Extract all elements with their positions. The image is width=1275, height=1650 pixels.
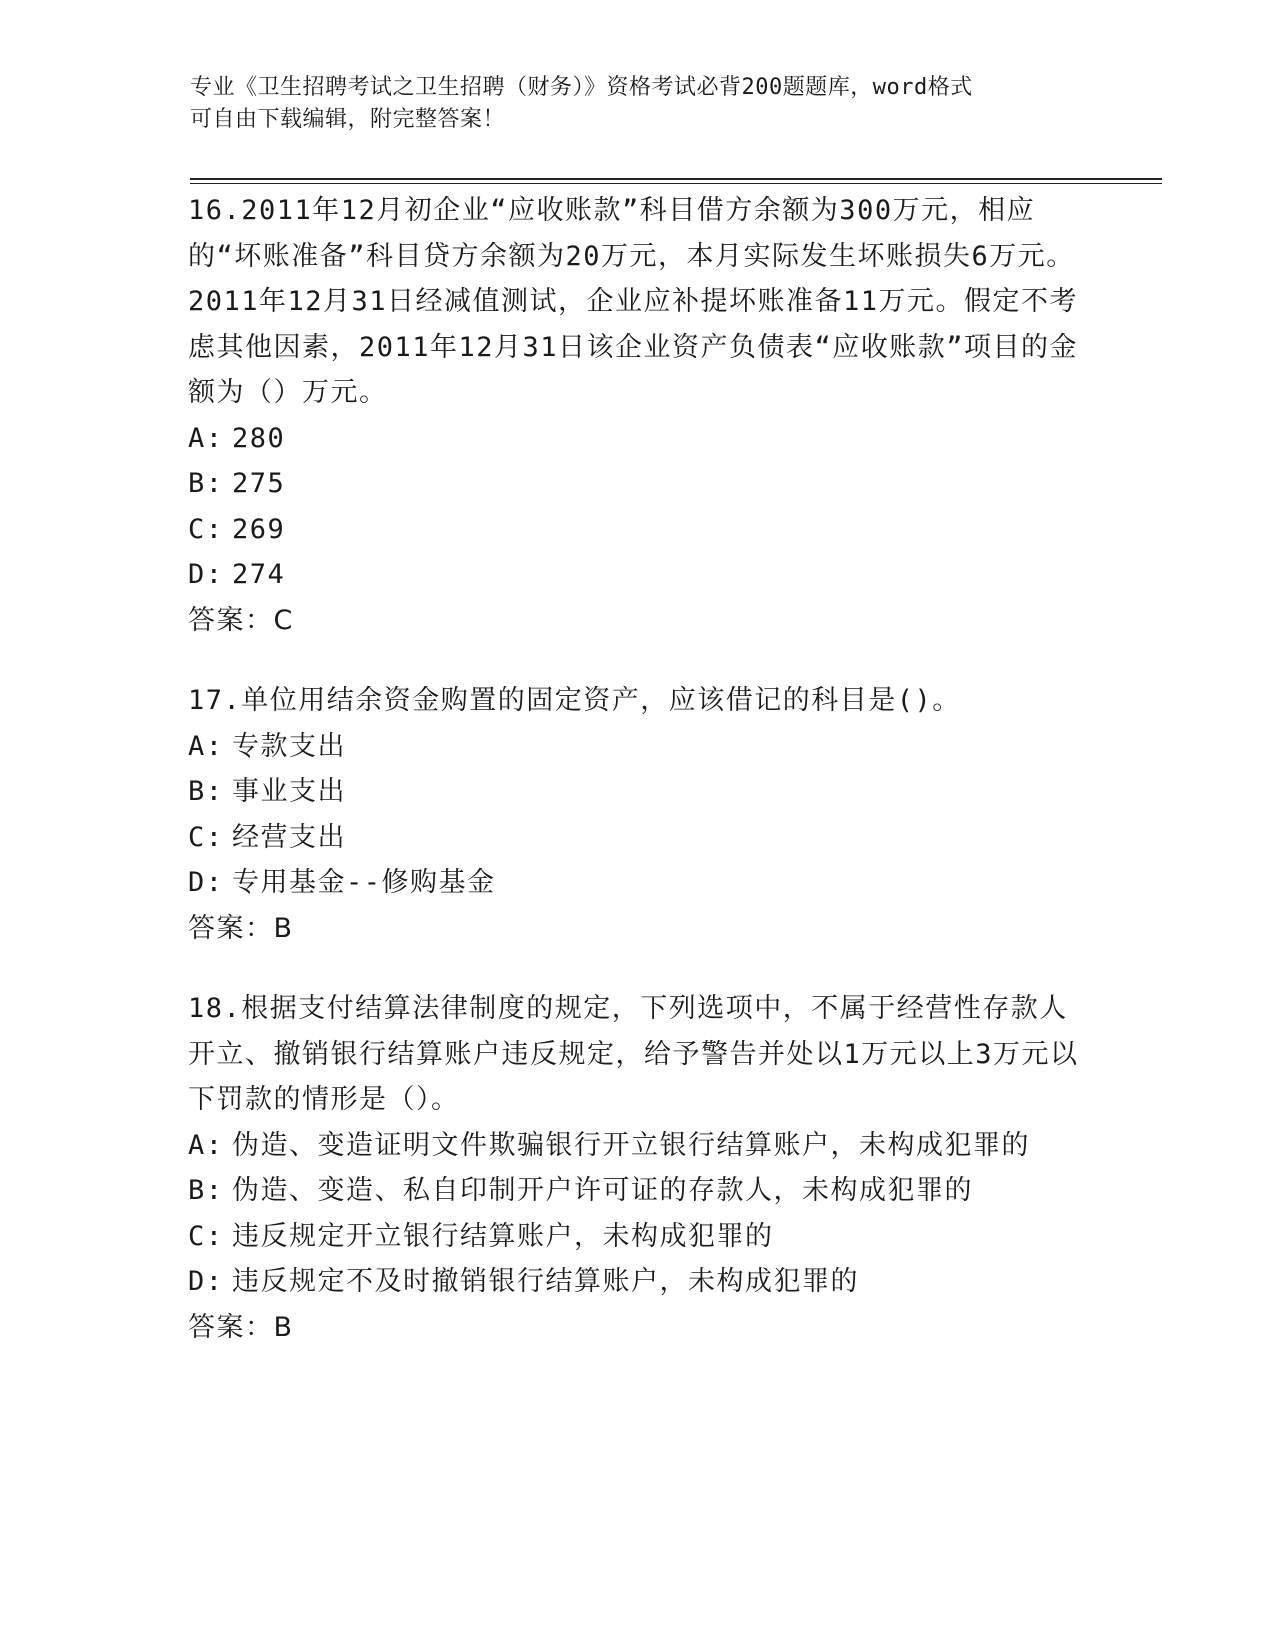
page-header <box>190 72 1070 136</box>
option-text: 280 <box>232 422 286 454</box>
question-17 <box>188 678 1088 951</box>
option-key: D: <box>188 559 224 590</box>
option-key: B: <box>188 776 224 807</box>
option-a <box>188 416 1088 462</box>
option-key: A: <box>188 422 224 454</box>
option-text: 伪造、变造、私自印制开户许可证的存款人，未构成犯罪的 <box>232 1175 973 1206</box>
option-text: 275 <box>232 468 286 499</box>
option-key: A: <box>188 730 224 762</box>
option-key: C: <box>188 1220 224 1252</box>
header-rule-thick <box>190 178 1162 180</box>
question-stem: 18.根据支付结算法律制度的规定，下列选项中，不属于经营性存款人开立、撤销银行结算账户违反规定，给予警告并处以1万元以上3万元以下罚款的情形是（）。 <box>188 993 1079 1115</box>
option-text: 经营支出 <box>232 821 346 853</box>
option-key: C: <box>188 821 224 853</box>
header-line-2: 可自由下载编辑，附完整答案！ <box>190 107 506 132</box>
option-b <box>188 769 1088 815</box>
option-text: 专用基金--修购基金 <box>232 867 496 898</box>
option-d <box>188 552 1088 598</box>
option-b <box>188 461 1088 507</box>
answer-line: 答案：C <box>188 604 294 636</box>
header-rule-thin <box>190 183 1162 184</box>
option-key: D: <box>188 867 224 898</box>
option-key: D: <box>188 1266 224 1297</box>
question-stem: 16.2011年12月初企业“应收账款”科目借方余额为300万元，相应的“坏账准备”科目贷方余额为20万元，本月实际发生坏账损失6万元。2011年12月31日经减值测试，企业应补提坏账准备11万元。假定不考虑其他因素，2011年12月31日该企业资产负债表“应收账款”项目的金额为（）万元。 <box>188 195 1079 408</box>
option-text: 违反规定开立银行结算账户，未构成犯罪的 <box>232 1220 774 1252</box>
option-b <box>188 1168 1088 1214</box>
option-text: 269 <box>232 513 286 545</box>
option-c <box>188 507 1088 553</box>
answer-line: 答案：B <box>188 912 294 944</box>
question-16 <box>188 188 1088 643</box>
option-text: 违反规定不及时撤销银行结算账户，未构成犯罪的 <box>232 1266 859 1297</box>
option-c <box>188 815 1088 861</box>
option-key: B: <box>188 468 224 499</box>
option-d <box>188 1259 1088 1305</box>
question-18 <box>188 986 1088 1350</box>
option-c <box>188 1214 1088 1260</box>
option-key: C: <box>188 513 224 545</box>
option-key: B: <box>188 1175 224 1206</box>
option-text: 事业支出 <box>232 776 346 807</box>
option-text: 专款支出 <box>232 730 346 762</box>
header-line-1: 专业《卫生招聘考试之卫生招聘（财务）》资格考试必背200题题库，word格式 <box>190 75 973 100</box>
answer-line: 答案：B <box>188 1311 294 1343</box>
option-a <box>188 724 1088 770</box>
option-key: A: <box>188 1129 224 1161</box>
option-a <box>188 1123 1088 1169</box>
option-d <box>188 860 1088 906</box>
option-text: 伪造、变造证明文件欺骗银行开立银行结算账户，未构成犯罪的 <box>232 1129 1030 1161</box>
question-list <box>188 188 1088 1385</box>
option-text: 274 <box>232 559 286 590</box>
question-stem: 17.单位用结余资金购置的固定资产，应该借记的科目是()。 <box>188 685 961 716</box>
